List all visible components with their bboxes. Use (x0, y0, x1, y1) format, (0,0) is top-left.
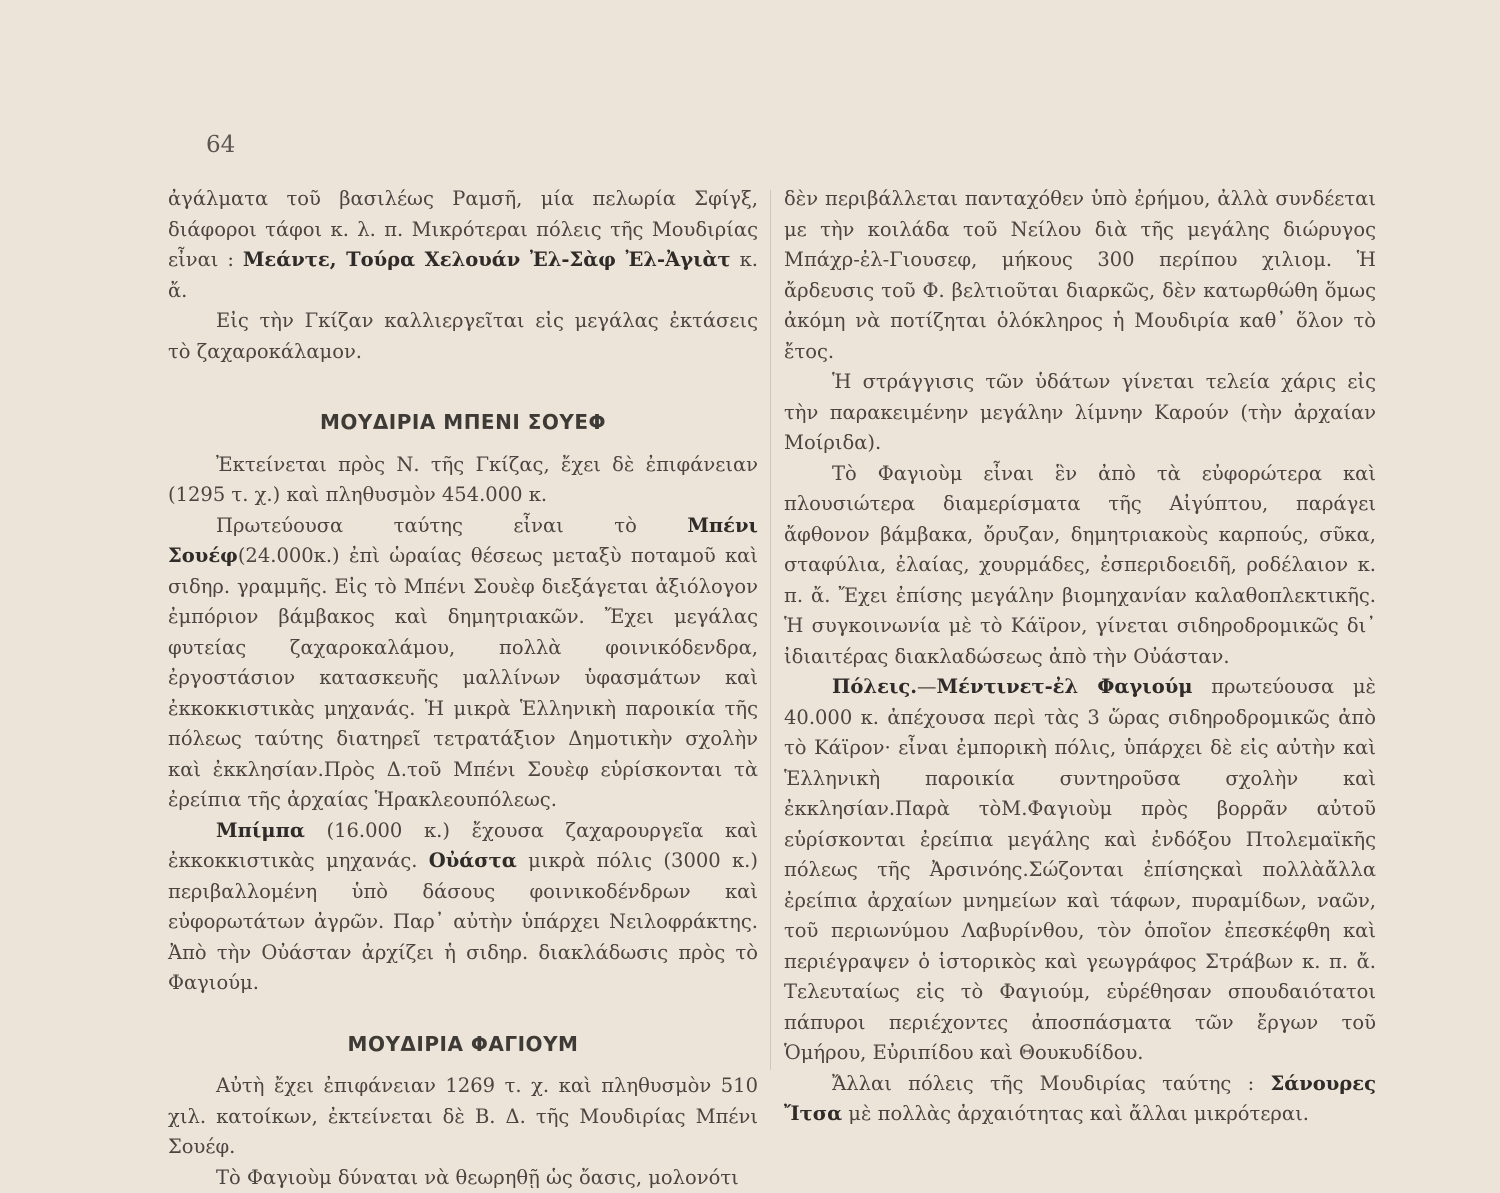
text-span: κ. ἄ. (168, 248, 758, 302)
bold-label: Πόλεις. (832, 675, 917, 698)
bold-place-name: Μέντινετ-ἐλ Φαγιούμ (937, 675, 1193, 698)
bold-place-names: Σάνουρες Ἴτσα (784, 1072, 1376, 1126)
page-number: 64 (206, 132, 235, 158)
paragraph (784, 1069, 1376, 1130)
text-span: μὲ πολλὰς ἀρχαιότητας καὶ ἄλλαι μικρότεραι. (842, 1102, 1309, 1125)
text-span: — (917, 675, 937, 698)
text-span: Ἄλλαι πόλεις τῆς Μουδιρίας ταύτης : (832, 1072, 1270, 1095)
text-span: (24.000κ.) ἐπὶ ὡραίας θέσεως μεταξὺ ποταμοῦ καὶ σιδηρ. γραμμῆς. Εἰς τὸ Μπένι Σουὲφ διεξάγεται ἀξιόλογον ἐμπόριον βάμβακος καὶ δημητριακῶν. Ἔχει μεγάλας φυτείας ζαχαροκαλάμου, πολλὰ φοινικόδενδρα, ἐργοστάσιον κατασκευῆς μαλλίνων ὑφασμάτων καὶ ἐκκοκκιστικὰς μηχανάς. Ἡ μικρὰ Ἑλληνικὴ παροικία τῆς πόλεως ταύτης διατηρεῖ τετρατάξιον Δημοτικὴν σχολὴν καὶ ἐκκλησίαν.Πρὸς Δ.τοῦ Μπένι Σουὲφ εὑρίσκονται τὰ ἐρείπια τῆς ἀρχαίας Ἡρακλεουπόλεως. (168, 544, 758, 811)
paragraph: Τὸ Φαγιοὺμ εἶναι ἓν ἀπὸ τὰ εὐφορώτερα καὶ πλουσιώτερα διαμερίσματα τῆς Αἰγύπτου, παράγει ἄφθονον βάμβακα, ὄρυζαν, δημητριακοὺς καρπούς, σῦκα, σταφύλια, ἐλαίας, χουρμάδες, ἐσπεριδοειδῆ, ροδέλαιον κ. π. ἄ. Ἔχει ἐπίσης μεγάλην βιομηχανίαν καλαθοπλεκτικῆς. Ἡ συγκοινωνία μὲ τὸ Κάϊρον, γίνεται σιδηροδρομικῶς δι᾽ ἰδιαιτέρας διακλαδώσεως ἀπὸ τὴν Οὐάσταν. (784, 459, 1376, 673)
section-heading: ΜΟΥΔΙΡΙΑ ΦΑΓΙΟΥΜ (168, 1029, 758, 1060)
paragraph: Τὸ Φαγιοὺμ δύναται νὰ θεωρηθῇ ὡς ὄασις, μολονότι (168, 1163, 758, 1193)
paragraph: Ἡ στράγγισις τῶν ὑδάτων γίνεται τελεία χάρις εἰς τὴν παρακειμένην μεγάλην λίμνην Καρούν (τὴν ἀρχαίαν Μοίριδα). (784, 367, 1376, 459)
paragraph (168, 184, 758, 306)
paragraph: Εἰς τὴν Γκίζαν καλλιεργεῖται εἰς μεγάλας ἐκτάσεις τὸ ζαχαροκάλαμον. (168, 306, 758, 367)
section-heading: ΜΟΥΔΙΡΙΑ ΜΠΕΝΙ ΣΟΥΕΦ (168, 407, 758, 438)
paragraph (784, 672, 1376, 1069)
paragraph (168, 816, 758, 999)
paragraph: Ἐκτείνεται πρὸς Ν. τῆς Γκίζας, ἔχει δὲ ἐπιφάνειαν (1295 τ. χ.) καὶ πληθυσμὸν 454.000 κ. (168, 450, 758, 511)
left-column (168, 184, 758, 1193)
column-divider (770, 190, 771, 1070)
text-span: Πρωτεύουσα ταύτης εἶναι τὸ (216, 514, 687, 537)
bold-place-name: Μπίμπα (216, 819, 305, 842)
bold-place-name: Μπένι Σουέφ (168, 514, 758, 568)
bold-place-names: Μεάντε, Τούρα Χελουάν Ἐλ-Σὰφ Ἐλ-Ἀγιὰτ (243, 248, 731, 271)
text-span: (16.000 κ.) ἔχουσα ζαχαρουργεῖα καὶ ἐκκοκκιστικὰς μηχανάς. (168, 819, 758, 873)
text-span: ἀγάλματα τοῦ βασιλέως Ραμσῆ, μία πελωρία Σφίγξ, διάφοροι τάφοι κ. λ. π. Μικρότεραι πόλεις τῆς Μουδιρίας εἶναι : (168, 187, 758, 271)
bold-place-name: Οὐάστα (429, 849, 517, 872)
right-column (784, 184, 1376, 1130)
paragraph (168, 511, 758, 816)
paragraph: δὲν περιβάλλεται πανταχόθεν ὑπὸ ἐρήμου, ἀλλὰ συνδέεται με τὴν κοιλάδα τοῦ Νείλου διὰ τῆς μεγάλης διώρυγος Μπάχρ-ἐλ-Γιουσεφ, μήκους 300 περίπου χιλιομ. Ἡ ἄρδευσις τοῦ Φ. βελτιοῦται διαρκῶς, δὲν κατωρθώθη ὅμως ἀκόμη νὰ ποτίζηται ὁλόκληρος ἡ Μουδιρία καθ᾽ ὅλον τὸ ἔτος. (784, 184, 1376, 367)
paragraph: Αὐτὴ ἔχει ἐπιφάνειαν 1269 τ. χ. καὶ πληθυσμὸν 510 χιλ. κατοίκων, ἐκτείνεται δὲ Β. Δ. τῆς Μουδιρίας Μπένι Σουέφ. (168, 1071, 758, 1163)
text-span: πρωτεύουσα μὲ 40.000 κ. ἀπέχουσα περὶ τὰς 3 ὥρας σιδηροδρομικῶς ἀπὸ τὸ Κάϊρον· εἶναι ἐμπορικὴ πόλις, ὑπάρχει δὲ εἰς αὐτὴν καὶ Ἑλληνικὴ παροικία συντηροῦσα σχολὴν καὶ ἐκκλησίαν.Παρὰ τὸΜ.Φαγιοὺμ πρὸς βορρᾶν αὐτοῦ εὑρίσκονται ἐρείπια μεγάλης καὶ ἐνδόξου Πτολεμαϊκῆς πόλεως τῆς Ἀρσινόης.Σώζονται ἐπίσηςκαὶ πολλὰἄλλα ἐρείπια ἀρχαίων μνημείων καὶ τάφων, πυραμίδων, ναῶν, τοῦ περιωνύμου Λαβυρίνθου, τὸν ὁποῖον ἐπεσκέφθη καὶ περιέγραψεν ὁ ἱστορικὸς καὶ γεωγράφος Στράβων κ. π. ἄ. Τελευταίως εἰς τὸ Φαγιούμ, εὑρέθησαν σπουδαιότατοι πάπυροι περιέχοντες ἀποσπάσματα τῶν ἔργων τοῦ Ὁμήρου, Εὐριπίδου καὶ Θουκυδίδου. (784, 675, 1376, 1064)
text-span: μικρὰ πόλις (3000 κ.) περιβαλλομένη ὑπὸ δάσους φοινικοδένδρων καὶ εὐφορωτάτων ἀγρῶν. Παρ᾽ αὐτὴν ὑπάρχει Νειλοφράκτης. Ἀπὸ τὴν Οὐάσταν ἀρχίζει ἡ σιδηρ. διακλάδωσις πρὸς τὸ Φαγιούμ. (168, 849, 758, 994)
